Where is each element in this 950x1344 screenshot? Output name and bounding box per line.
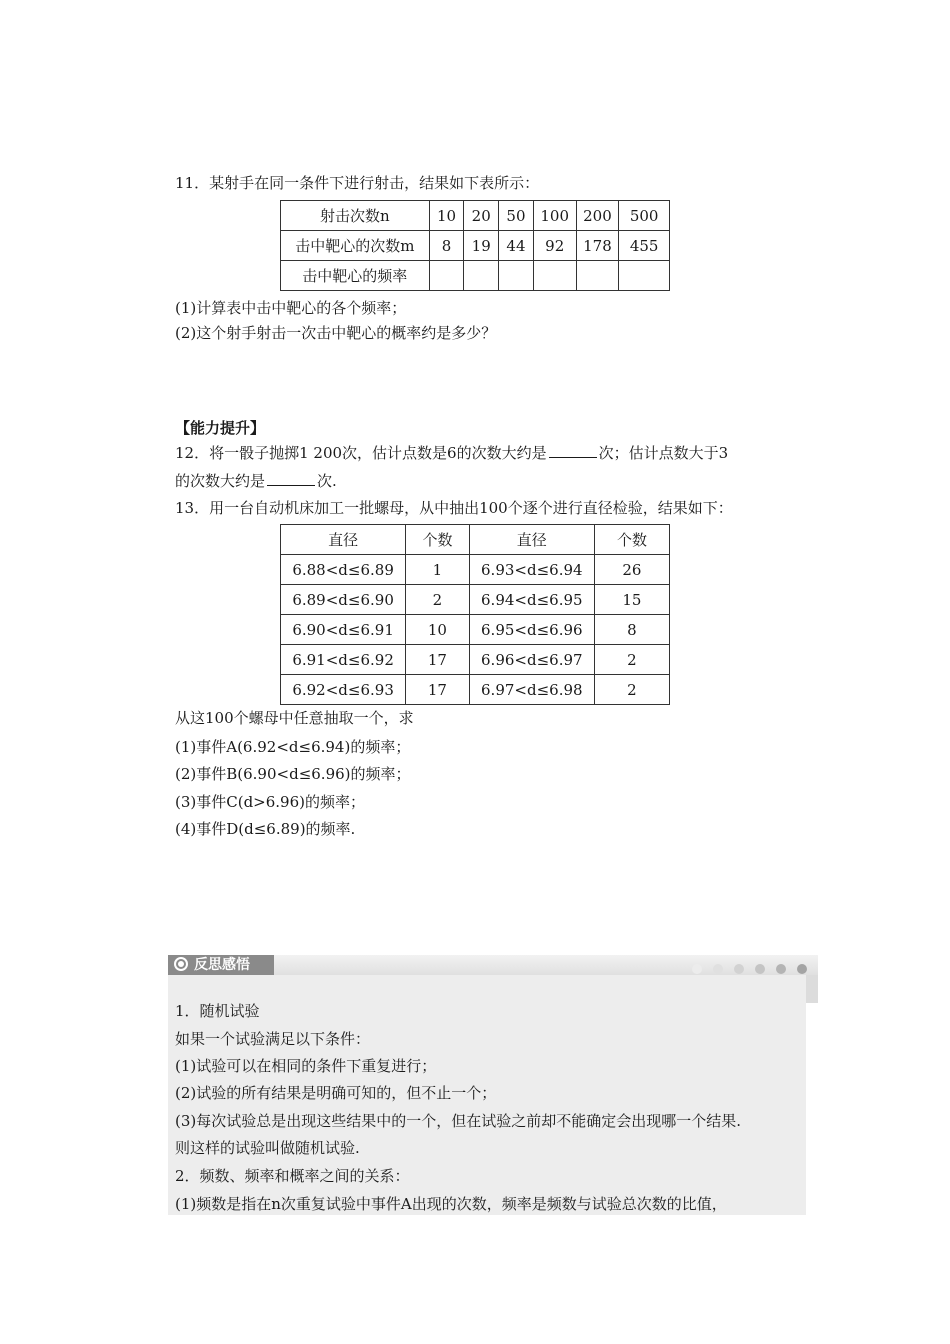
- table-cell: 2: [406, 585, 469, 615]
- q12-line1: [175, 443, 728, 463]
- table-cell: 50: [499, 201, 534, 231]
- table-cell: 击中靶心的次数m: [281, 231, 430, 261]
- reflection-line: (2)试验的所有结果是明确可知的，但不止一个；: [175, 1084, 497, 1102]
- q12-blank-2: [267, 471, 315, 486]
- table-cell: 44: [499, 231, 534, 261]
- reflection-line: 则这样的试验叫做随机试验.: [175, 1139, 360, 1157]
- q12-blank-1: [549, 443, 597, 458]
- table-cell: 500: [619, 201, 670, 231]
- reflection-line: 1．随机试验: [175, 1002, 260, 1020]
- q13-intro: 13．用一台自动机床加工一批螺母，从中抽出100个逐个进行直径检验，结果如下：: [175, 499, 733, 517]
- table-row: [281, 231, 670, 261]
- table-header-row: [281, 525, 670, 555]
- table-cell: [499, 261, 534, 291]
- table-cell: [619, 261, 670, 291]
- table-row: [281, 261, 670, 291]
- table-cell: 92: [533, 231, 576, 261]
- table-row: [281, 645, 670, 675]
- q12-line2-a: 的次数大约是: [175, 472, 266, 490]
- reflection-tab: [168, 955, 274, 975]
- table-row: [281, 201, 670, 231]
- table-cell: 6.91<d≤6.92: [281, 645, 406, 675]
- q13-lead: 从这100个螺母中任意抽取一个，求: [175, 709, 414, 727]
- decorative-dots: [692, 960, 818, 970]
- table-cell: 200: [576, 201, 619, 231]
- q11-intro: 11．某射手在同一条件下进行射击，结果如下表所示：: [175, 174, 540, 192]
- table-cell: 15: [594, 585, 669, 615]
- table-cell: 击中靶心的频率: [281, 261, 430, 291]
- q13-part1: (1)事件A(6.92<d≤6.94)的频率；: [175, 738, 411, 756]
- table-cell: 17: [406, 675, 469, 705]
- table-cell: 10: [429, 201, 464, 231]
- target-circle-icon: [174, 957, 188, 971]
- reflection-line: (3)每次试验总是出现这些结果中的一个，但在试验之前却不能确定会出现哪一个结果.: [175, 1112, 742, 1130]
- q12-line1-a: 12．将一骰子抛掷1 200次，估计点数是6的次数大约是: [175, 444, 547, 462]
- table-cell: 6.93<d≤6.94: [469, 555, 594, 585]
- table-cell: 1: [406, 555, 469, 585]
- reflection-line: (1)试验可以在相同的条件下重复进行；: [175, 1057, 437, 1075]
- dot-icon: [713, 964, 723, 974]
- dot-icon: [692, 964, 702, 974]
- table-header-cell: 个数: [406, 525, 469, 555]
- table-row: [281, 555, 670, 585]
- reflection-line: 2．频数、频率和概率之间的关系：: [175, 1167, 410, 1185]
- q12-line2: [175, 471, 337, 491]
- table-cell: 455: [619, 231, 670, 261]
- table-cell: 6.97<d≤6.98: [469, 675, 594, 705]
- reflection-edge: [806, 975, 818, 1003]
- table-cell: 6.89<d≤6.90: [281, 585, 406, 615]
- table-cell: 19: [464, 231, 499, 261]
- section-title: 【能力提升】: [175, 419, 266, 437]
- table-cell: [576, 261, 619, 291]
- table-cell: 6.92<d≤6.93: [281, 675, 406, 705]
- q13-part3: (3)事件C(d>6.96)的频率；: [175, 793, 365, 811]
- table-cell: 6.90<d≤6.91: [281, 615, 406, 645]
- reflection-line: 如果一个试验满足以下条件：: [175, 1030, 371, 1048]
- table-cell: 20: [464, 201, 499, 231]
- table-cell: 178: [576, 231, 619, 261]
- shooting-table: [280, 200, 670, 291]
- q12-line1-b: 次；估计点数大于3: [598, 444, 729, 462]
- table-cell: 10: [406, 615, 469, 645]
- table-cell: 6.94<d≤6.95: [469, 585, 594, 615]
- reflection-line: (1)频数是指在n次重复试验中事件A出现的次数，频率是频数与试验总次数的比值，: [175, 1195, 727, 1213]
- table-cell: 100: [533, 201, 576, 231]
- table-cell: 射击次数n: [281, 201, 430, 231]
- dot-icon: [734, 964, 744, 974]
- q11-part2: (2)这个射手射击一次击中靶心的概率约是多少？: [175, 324, 497, 342]
- q13-part4: (4)事件D(d≤6.89)的频率.: [175, 820, 356, 838]
- table-cell: [429, 261, 464, 291]
- q13-part2: (2)事件B(6.90<d≤6.96)的频率；: [175, 765, 411, 783]
- reflection-title: 反思感悟: [194, 957, 250, 973]
- table-row: [281, 585, 670, 615]
- q12-line2-b: 次.: [317, 472, 337, 490]
- table-cell: 2: [594, 645, 669, 675]
- table-cell: 8: [429, 231, 464, 261]
- table-header-cell: 直径: [281, 525, 406, 555]
- table-header-cell: 直径: [469, 525, 594, 555]
- table-cell: 2: [594, 675, 669, 705]
- table-cell: 6.96<d≤6.97: [469, 645, 594, 675]
- table-cell: 6.95<d≤6.96: [469, 615, 594, 645]
- table-row: [281, 675, 670, 705]
- dot-icon: [776, 964, 786, 974]
- table-cell: 26: [594, 555, 669, 585]
- table-cell: 17: [406, 645, 469, 675]
- table-row: [281, 615, 670, 645]
- table-header-cell: 个数: [594, 525, 669, 555]
- table-cell: [464, 261, 499, 291]
- q11-part1: (1)计算表中击中靶心的各个频率；: [175, 299, 407, 317]
- table-cell: 6.88<d≤6.89: [281, 555, 406, 585]
- dot-icon: [797, 964, 807, 974]
- dot-icon: [755, 964, 765, 974]
- table-cell: 8: [594, 615, 669, 645]
- table-cell: [533, 261, 576, 291]
- diameter-table: [280, 524, 670, 705]
